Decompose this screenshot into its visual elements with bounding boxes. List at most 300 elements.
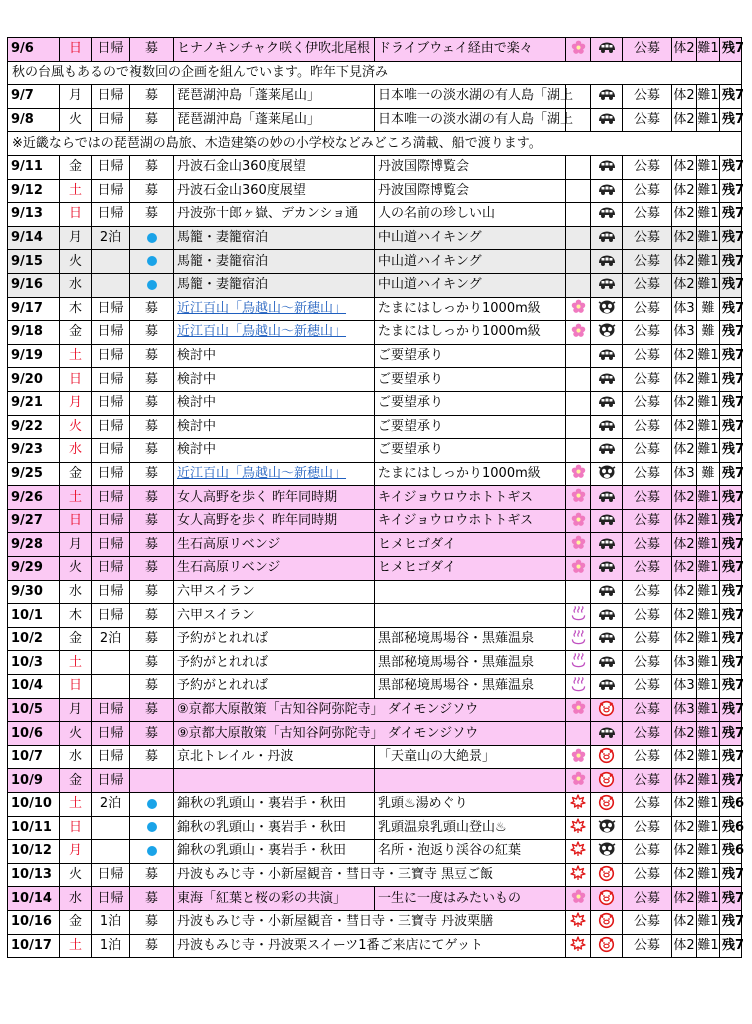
- difficulty-level-cell: 難1: [697, 675, 720, 699]
- date-cell: 9/13: [8, 203, 60, 227]
- stay-cell: 日帰: [92, 722, 130, 746]
- fitness-level-cell: 体2: [672, 250, 697, 274]
- weekday-cell: 金: [60, 769, 92, 793]
- public-recruit-cell: 公募: [623, 627, 672, 651]
- difficulty-level-cell: 難1: [697, 816, 720, 840]
- difficulty-level-cell: 難1: [697, 793, 720, 817]
- weekday-cell: 月: [60, 840, 92, 864]
- icon-cell: [591, 250, 623, 274]
- stay-cell: 日帰: [92, 557, 130, 581]
- icon-cell: [566, 297, 591, 321]
- bus-icon: [597, 512, 617, 530]
- stay-cell: [92, 651, 130, 675]
- remaining-seats-cell: 残7: [720, 108, 742, 132]
- flower-icon: [571, 889, 586, 908]
- difficulty-level-cell: 難1: [697, 368, 720, 392]
- stay-cell: [92, 840, 130, 864]
- note-cell: たまにはしっかり1000m級: [375, 462, 566, 486]
- table-row: [8, 391, 742, 415]
- remaining-seats-cell: 残7: [720, 769, 742, 793]
- date-cell: 9/12: [8, 179, 60, 203]
- event-cell: 馬籠・妻籠宿泊: [174, 226, 375, 250]
- fitness-level-cell: 体2: [672, 557, 697, 581]
- icon-cell: [591, 887, 623, 911]
- difficulty-level-cell: 難1: [697, 415, 720, 439]
- note-cell: ドライブウェイ経由で楽々: [375, 38, 566, 62]
- table-row: [8, 368, 742, 392]
- remaining-seats-cell: 残7: [720, 934, 742, 958]
- note-cell: 日本唯一の淡水湖の有人島「湖上: [375, 85, 566, 109]
- fitness-level-cell: 体2: [672, 486, 697, 510]
- icon-cell: [591, 155, 623, 179]
- remaining-seats-cell: 残7: [720, 651, 742, 675]
- public-recruit-cell: 公募: [623, 321, 672, 345]
- remaining-seats-cell: 残7: [720, 745, 742, 769]
- remaining-seats-cell: 残7: [720, 179, 742, 203]
- maple-icon: [570, 794, 586, 814]
- recruit-cell: 募: [130, 604, 174, 628]
- note-cell: ヒメヒゴダイ: [375, 533, 566, 557]
- fitness-level-cell: 体2: [672, 934, 697, 958]
- icon-cell: [566, 391, 591, 415]
- fitness-level-cell: 体2: [672, 226, 697, 250]
- weekday-cell: 土: [60, 179, 92, 203]
- weekday-cell: 金: [60, 910, 92, 934]
- recruit-cell: [130, 840, 174, 864]
- date-cell: 9/20: [8, 368, 60, 392]
- public-recruit-cell: 公募: [623, 203, 672, 227]
- stay-cell: [92, 273, 130, 297]
- table-row: [8, 38, 742, 62]
- remaining-seats-cell: 残6: [720, 793, 742, 817]
- note-cell: [375, 769, 566, 793]
- public-recruit-cell: 公募: [623, 297, 672, 321]
- table-row: [8, 604, 742, 628]
- icon-cell: [566, 344, 591, 368]
- maple-icon: [570, 841, 586, 861]
- difficulty-level-cell: 難1: [697, 863, 720, 887]
- event-cell: 予約がとれれば: [174, 651, 375, 675]
- stay-cell: 日帰: [92, 486, 130, 510]
- remaining-seats-cell: 残7: [720, 722, 742, 746]
- stay-cell: 日帰: [92, 203, 130, 227]
- public-recruit-cell: 公募: [623, 887, 672, 911]
- weekday-cell: 日: [60, 38, 92, 62]
- fitness-level-cell: 体2: [672, 887, 697, 911]
- event-cell: 検討中: [174, 344, 375, 368]
- recruit-cell: 募: [130, 698, 174, 722]
- note-cell: たまにはしっかり1000m級: [375, 321, 566, 345]
- difficulty-level-cell: 難1: [697, 769, 720, 793]
- fitness-level-cell: 体2: [672, 816, 697, 840]
- difficulty-level-cell: 難1: [697, 604, 720, 628]
- fitness-level-cell: 体2: [672, 344, 697, 368]
- icon-cell: [591, 462, 623, 486]
- weekday-cell: 水: [60, 439, 92, 463]
- note-cell: ご要望承り: [375, 344, 566, 368]
- icon-cell: [591, 226, 623, 250]
- cow-icon: [598, 841, 616, 861]
- date-cell: 10/14: [8, 887, 60, 911]
- date-cell: 9/26: [8, 486, 60, 510]
- note-cell: キイジョウロウホトトギス: [375, 509, 566, 533]
- status-dot-icon: [147, 256, 157, 266]
- fitness-level-cell: 体3: [672, 297, 697, 321]
- bus-icon: [597, 583, 617, 601]
- icon-cell: [566, 627, 591, 651]
- bus-icon: [597, 87, 617, 105]
- date-cell: 10/10: [8, 793, 60, 817]
- weekday-cell: 土: [60, 344, 92, 368]
- bus-icon: [597, 725, 617, 743]
- stay-cell: 日帰: [92, 439, 130, 463]
- weekday-cell: 火: [60, 108, 92, 132]
- remaining-seats-cell: 残6: [720, 840, 742, 864]
- stay-cell: 日帰: [92, 344, 130, 368]
- stay-cell: 日帰: [92, 108, 130, 132]
- table-row: [8, 627, 742, 651]
- difficulty-level-cell: 難1: [697, 226, 720, 250]
- status-dot-icon: [147, 846, 157, 856]
- event-cell: 京北トレイル・丹波: [174, 745, 375, 769]
- recruit-cell: 募: [130, 486, 174, 510]
- note-cell: ご要望承り: [375, 391, 566, 415]
- recruit-cell: 募: [130, 179, 174, 203]
- difficulty-level-cell: 難1: [697, 273, 720, 297]
- fitness-level-cell: 体2: [672, 38, 697, 62]
- schedule-table: [7, 37, 745, 958]
- public-recruit-cell: 公募: [623, 250, 672, 274]
- event-cell: 東海「紅葉と桜の彩の共演」: [174, 887, 375, 911]
- flower-icon: [571, 323, 586, 342]
- event-link[interactable]: 近江百山「鳥越山～新穂山」: [177, 324, 347, 340]
- public-recruit-cell: 公募: [623, 651, 672, 675]
- event-cell: 琵琶湖沖島「蓬莱尾山」: [174, 108, 375, 132]
- public-recruit-cell: 公募: [623, 344, 672, 368]
- fitness-level-cell: 体2: [672, 793, 697, 817]
- icon-cell: [566, 226, 591, 250]
- recruit-cell: 募: [130, 580, 174, 604]
- event-cell: 生石高原リベンジ: [174, 533, 375, 557]
- stay-cell: [92, 816, 130, 840]
- recruit-cell: 募: [130, 557, 174, 581]
- difficulty-level-cell: 難: [697, 462, 720, 486]
- event-cell: 馬籠・妻籠宿泊: [174, 250, 375, 274]
- stay-cell: 2泊: [92, 627, 130, 651]
- icon-cell: [566, 604, 591, 628]
- note-text: 秋の台風もあるので複数回の企画を組んでいます。昨年下見済み: [8, 61, 742, 85]
- date-cell: 9/11: [8, 155, 60, 179]
- public-recruit-cell: 公募: [623, 934, 672, 958]
- stay-cell: 日帰: [92, 415, 130, 439]
- recruit-cell: 募: [130, 462, 174, 486]
- flower-icon: [571, 559, 586, 578]
- pig-icon: [598, 912, 615, 932]
- icon-cell: [591, 698, 623, 722]
- weekday-cell: 金: [60, 627, 92, 651]
- icon-cell: [591, 415, 623, 439]
- icon-cell: [566, 179, 591, 203]
- table-row: [8, 745, 742, 769]
- public-recruit-cell: 公募: [623, 462, 672, 486]
- event-cell: ⑨京都大原散策「古知谷阿弥陀寺」 ダイモンジソウ: [174, 698, 566, 722]
- public-recruit-cell: 公募: [623, 439, 672, 463]
- onsen-icon: [571, 630, 586, 649]
- flower-icon: [571, 748, 586, 767]
- status-dot-icon: [147, 233, 157, 243]
- date-cell: 9/6: [8, 38, 60, 62]
- date-cell: 9/21: [8, 391, 60, 415]
- icon-cell: [566, 863, 591, 887]
- fitness-level-cell: 体3: [672, 698, 697, 722]
- difficulty-level-cell: 難1: [697, 533, 720, 557]
- fitness-level-cell: 体2: [672, 415, 697, 439]
- bus-icon: [597, 394, 617, 412]
- onsen-icon: [571, 606, 586, 625]
- stay-cell: 日帰: [92, 509, 130, 533]
- date-cell: 9/17: [8, 297, 60, 321]
- remaining-seats-cell: 残7: [720, 509, 742, 533]
- icon-cell: [591, 368, 623, 392]
- date-cell: 10/1: [8, 604, 60, 628]
- note-cell: キイジョウロウホトトギス: [375, 486, 566, 510]
- date-cell: 9/29: [8, 557, 60, 581]
- event-cell: 検討中: [174, 391, 375, 415]
- remaining-seats-cell: 残7: [720, 604, 742, 628]
- table-row: [8, 226, 742, 250]
- fitness-level-cell: 体2: [672, 155, 697, 179]
- difficulty-level-cell: 難1: [697, 155, 720, 179]
- icon-cell: [591, 816, 623, 840]
- event-link[interactable]: 近江百山「鳥越山～新穂山」: [177, 465, 347, 481]
- event-cell: 丹波もみじ寺・丹波栗スイーツ1番ご来店にてゲット: [174, 934, 566, 958]
- difficulty-level-cell: 難1: [697, 557, 720, 581]
- recruit-cell: 募: [130, 887, 174, 911]
- icon-cell: [566, 368, 591, 392]
- public-recruit-cell: 公募: [623, 675, 672, 699]
- icon-cell: [591, 203, 623, 227]
- recruit-cell: 募: [130, 297, 174, 321]
- table-row: [8, 155, 742, 179]
- weekday-cell: 火: [60, 415, 92, 439]
- date-cell: 10/11: [8, 816, 60, 840]
- icon-cell: [591, 439, 623, 463]
- fitness-level-cell: 体2: [672, 627, 697, 651]
- flower-icon: [571, 464, 586, 483]
- icon-cell: [591, 38, 623, 62]
- icon-cell: [591, 108, 623, 132]
- recruit-cell: 募: [130, 910, 174, 934]
- note-cell: 黒部秘境馬場谷・黒薙温泉: [375, 675, 566, 699]
- icon-cell: [591, 85, 623, 109]
- recruit-cell: 募: [130, 203, 174, 227]
- icon-cell: [566, 557, 591, 581]
- maple-icon: [570, 865, 586, 885]
- pig-icon: [598, 889, 615, 909]
- status-dot-icon: [147, 799, 157, 809]
- bus-icon: [597, 371, 617, 389]
- difficulty-level-cell: 難1: [697, 580, 720, 604]
- weekday-cell: 日: [60, 368, 92, 392]
- icon-cell: [566, 698, 591, 722]
- event-cell: 丹波石金山360度展望: [174, 179, 375, 203]
- difficulty-level-cell: 難1: [697, 203, 720, 227]
- table-row: [8, 85, 742, 109]
- public-recruit-cell: 公募: [623, 415, 672, 439]
- bus-icon: [597, 182, 617, 200]
- stay-cell: [92, 675, 130, 699]
- weekday-cell: 日: [60, 675, 92, 699]
- table-row: [8, 509, 742, 533]
- remaining-seats-cell: 残7: [720, 203, 742, 227]
- remaining-seats-cell: 残7: [720, 155, 742, 179]
- maple-icon: [570, 912, 586, 932]
- bus-icon: [597, 276, 617, 294]
- icon-cell: [566, 486, 591, 510]
- fitness-level-cell: 体2: [672, 840, 697, 864]
- table-row: [8, 297, 742, 321]
- icon-cell: [591, 486, 623, 510]
- stay-cell: 日帰: [92, 745, 130, 769]
- pig-icon: [598, 865, 615, 885]
- icon-cell: [591, 863, 623, 887]
- pig-icon: [598, 747, 615, 767]
- stay-cell: 日帰: [92, 462, 130, 486]
- remaining-seats-cell: 残7: [720, 675, 742, 699]
- recruit-cell: 募: [130, 85, 174, 109]
- cow-icon: [598, 322, 616, 342]
- remaining-seats-cell: 残7: [720, 415, 742, 439]
- icon-cell: [566, 816, 591, 840]
- icon-cell: [591, 627, 623, 651]
- weekday-cell: 月: [60, 533, 92, 557]
- fitness-level-cell: 体2: [672, 368, 697, 392]
- public-recruit-cell: 公募: [623, 863, 672, 887]
- note-cell: ご要望承り: [375, 439, 566, 463]
- weekday-cell: 金: [60, 462, 92, 486]
- recruit-cell: 募: [130, 627, 174, 651]
- difficulty-level-cell: 難1: [697, 509, 720, 533]
- stay-cell: 日帰: [92, 391, 130, 415]
- difficulty-level-cell: 難1: [697, 108, 720, 132]
- table-row: [8, 321, 742, 345]
- icon-cell: [591, 934, 623, 958]
- public-recruit-cell: 公募: [623, 85, 672, 109]
- bus-icon: [597, 111, 617, 129]
- icon-cell: [591, 840, 623, 864]
- icon-cell: [566, 250, 591, 274]
- pig-icon: [598, 794, 615, 814]
- table-row: [8, 887, 742, 911]
- icon-cell: [591, 533, 623, 557]
- public-recruit-cell: 公募: [623, 840, 672, 864]
- stay-cell: 日帰: [92, 769, 130, 793]
- flower-icon: [571, 512, 586, 531]
- event-cell: 錦秋の乳頭山・裏岩手・秋田: [174, 793, 375, 817]
- note-cell: [375, 604, 566, 628]
- difficulty-level-cell: 難1: [697, 910, 720, 934]
- stay-cell: 日帰: [92, 887, 130, 911]
- note-cell: 黒部秘境馬場谷・黒薙温泉: [375, 627, 566, 651]
- recruit-cell: 募: [130, 863, 174, 887]
- public-recruit-cell: 公募: [623, 816, 672, 840]
- table-row: [8, 415, 742, 439]
- icon-cell: [566, 321, 591, 345]
- bus-icon: [597, 536, 617, 554]
- icon-cell: [566, 580, 591, 604]
- difficulty-level-cell: 難1: [697, 745, 720, 769]
- note-cell: 丹波国際博覧会: [375, 179, 566, 203]
- difficulty-level-cell: 難1: [697, 344, 720, 368]
- public-recruit-cell: 公募: [623, 722, 672, 746]
- event-cell: 検討中: [174, 415, 375, 439]
- weekday-cell: 月: [60, 85, 92, 109]
- stay-cell: 日帰: [92, 85, 130, 109]
- icon-cell: [591, 297, 623, 321]
- event-cell: [174, 769, 375, 793]
- difficulty-level-cell: 難1: [697, 85, 720, 109]
- public-recruit-cell: 公募: [623, 226, 672, 250]
- fitness-level-cell: 体2: [672, 604, 697, 628]
- weekday-cell: 火: [60, 557, 92, 581]
- icon-cell: [591, 745, 623, 769]
- public-recruit-cell: 公募: [623, 391, 672, 415]
- stay-cell: 1泊: [92, 934, 130, 958]
- maple-icon: [570, 818, 586, 838]
- fitness-level-cell: 体2: [672, 179, 697, 203]
- note-cell: 「天童山の大絶景」: [375, 745, 566, 769]
- table-row: [8, 722, 742, 746]
- table-row: [8, 816, 742, 840]
- remaining-seats-cell: 残7: [720, 226, 742, 250]
- stay-cell: 日帰: [92, 580, 130, 604]
- weekday-cell: 火: [60, 863, 92, 887]
- icon-cell: [566, 439, 591, 463]
- stay-cell: 日帰: [92, 155, 130, 179]
- fitness-level-cell: 体3: [672, 651, 697, 675]
- difficulty-level-cell: 難1: [697, 651, 720, 675]
- icon-cell: [591, 910, 623, 934]
- weekday-cell: 木: [60, 297, 92, 321]
- remaining-seats-cell: 残7: [720, 557, 742, 581]
- stay-cell: 1泊: [92, 910, 130, 934]
- note-cell: 乳頭温泉乳頭山登山♨: [375, 816, 566, 840]
- difficulty-level-cell: 難1: [697, 486, 720, 510]
- note-cell: 乳頭♨湯めぐり: [375, 793, 566, 817]
- event-cell: ヒナノキンチャク咲く伊吹北尾根: [174, 38, 375, 62]
- cow-icon: [598, 299, 616, 319]
- weekday-cell: 金: [60, 155, 92, 179]
- stay-cell: 日帰: [92, 297, 130, 321]
- event-cell: 錦秋の乳頭山・裏岩手・秋田: [174, 840, 375, 864]
- date-cell: 10/16: [8, 910, 60, 934]
- difficulty-level-cell: 難1: [697, 934, 720, 958]
- remaining-seats-cell: 残7: [720, 863, 742, 887]
- difficulty-level-cell: 難1: [697, 722, 720, 746]
- difficulty-level-cell: 難1: [697, 38, 720, 62]
- remaining-seats-cell: 残7: [720, 368, 742, 392]
- weekday-cell: 土: [60, 793, 92, 817]
- recruit-cell: [130, 793, 174, 817]
- icon-cell: [591, 509, 623, 533]
- stay-cell: 日帰: [92, 368, 130, 392]
- pig-icon: [598, 771, 615, 791]
- date-cell: 10/5: [8, 698, 60, 722]
- note-row: [8, 132, 742, 156]
- event-link[interactable]: 近江百山「鳥越山～新穂山」: [177, 300, 347, 316]
- event-cell: 丹波弥十郎ヶ嶽、デカンショ通: [174, 203, 375, 227]
- event-cell: ⑨京都大原散策「古知谷阿弥陀寺」 ダイモンジソウ: [174, 722, 566, 746]
